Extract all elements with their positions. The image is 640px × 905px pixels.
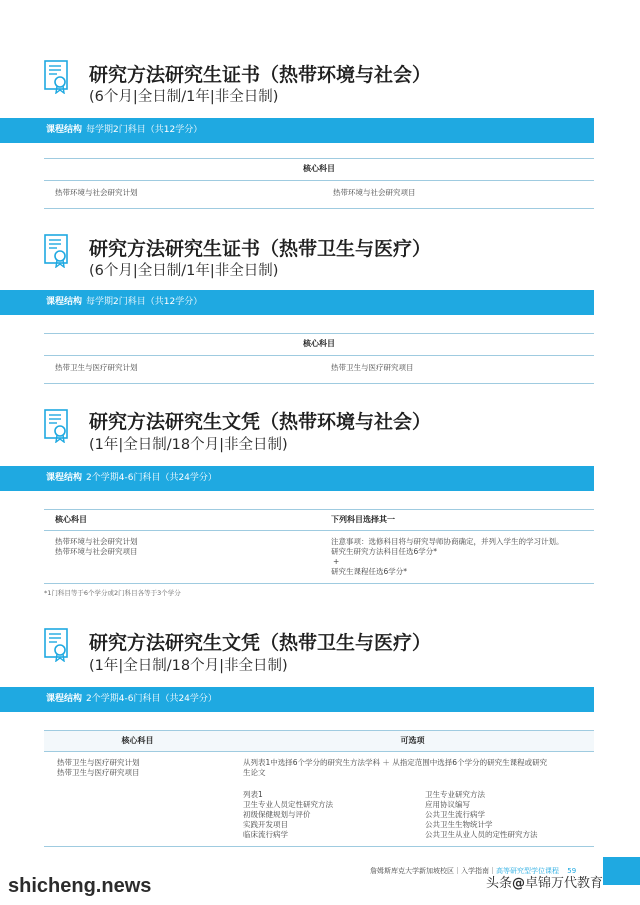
table-cell: 热带卫生与医疗研究计划 — [44, 356, 319, 384]
list-item: 公共卫生从业人员的定性研究方法 — [425, 830, 538, 839]
section-title: 研究方法研究生证书（热带卫生与医疗） — [89, 238, 432, 260]
structure-text: 2个学期4-6门科目（共24学分） — [86, 473, 217, 483]
footnote: *1门科目等于6个学分或2门科目各等于3个学分 — [44, 589, 181, 597]
footer-highlight: 高等研究型学位课程 — [496, 867, 559, 875]
header-core: 核心科目 — [55, 515, 87, 524]
course-structure-bar — [0, 118, 594, 143]
elective-table — [44, 730, 594, 847]
note-text: 注意事项：选修科目将与研究导师协商确定，并列入学生的学习计划。 — [331, 537, 564, 546]
table-header — [44, 510, 319, 531]
certificate-icon — [44, 628, 70, 662]
table-cell: 热带环境与社会研究项目 — [319, 181, 594, 209]
structure-text: 每学期2门科目（共12学分） — [86, 125, 203, 135]
options-list — [231, 752, 594, 847]
core-subjects-table — [44, 158, 594, 209]
structure-label: 课程结构 — [46, 125, 83, 135]
list-item: 热带卫生与医疗研究项目 — [57, 768, 140, 777]
option-text: 生论文 — [243, 768, 266, 777]
section-subtitle: (1年|全日制/18个月|非全日制) — [89, 658, 288, 674]
list-item: 初级保健规划与评价 — [243, 810, 311, 819]
list-item: 卫生专业研究方法 — [425, 790, 485, 799]
certificate-icon — [44, 60, 70, 94]
table-cell: 热带卫生与医疗研究项目 — [319, 356, 594, 384]
section-title: 研究方法研究生文凭（热带环境与社会） — [89, 411, 432, 433]
section-subtitle: (1年|全日制/18个月|非全日制) — [89, 437, 288, 453]
section-title: 研究方法研究生证书（热带环境与社会） — [89, 64, 432, 86]
footer-text: 詹姆斯库克大学新加坡校区｜入学指南｜ — [370, 867, 496, 875]
watermark-left: shicheng.news — [8, 875, 152, 897]
list-item: 实践开发项目 — [243, 820, 288, 829]
watermark-right — [486, 872, 603, 891]
table-header: 核心科目 — [44, 159, 594, 181]
elective-table — [44, 509, 594, 584]
table-header — [231, 731, 594, 752]
section-subtitle: (6个月|全日制/1年|非全日制) — [89, 263, 279, 279]
course-structure-bar — [0, 466, 594, 491]
list-item: 卫生专业人员定性研究方法 — [243, 800, 333, 809]
list-item: 公共卫生生物统计学 — [425, 820, 493, 829]
watermark-prefix: 头条 — [486, 876, 513, 891]
course-structure-bar — [0, 687, 594, 712]
watermark-name: 卓锦万代教育 — [525, 876, 604, 891]
course-list-b — [425, 790, 538, 840]
list-item: 列表1 — [243, 790, 263, 799]
certificate-icon — [44, 234, 70, 268]
list-item: 研究生课程任选6学分* — [331, 567, 408, 576]
header-options: 可选项 — [400, 736, 425, 745]
option-text: 从列表1中选择6个学分的研究生方法学科 ＋ 从指定范围中选择6个学分的研究生课程或研究 — [243, 758, 548, 767]
section-title: 研究方法研究生文凭（热带卫生与医疗） — [89, 632, 432, 654]
plus-sign: + — [333, 557, 340, 566]
table-cell: 热带环境与社会研究计划 — [44, 181, 319, 209]
structure-text: 每学期2门科目（共12学分） — [86, 297, 203, 307]
list-item: 研究生研究方法科目任选6学分* — [331, 547, 438, 556]
structure-label: 课程结构 — [46, 297, 83, 307]
table-header: 核心科目 — [44, 334, 594, 356]
list-item: 公共卫生流行病学 — [425, 810, 485, 819]
section-subtitle: (6个月|全日制/1年|非全日制) — [89, 89, 279, 105]
structure-text: 2个学期4-6门科目（共24学分） — [86, 694, 217, 704]
list-item: 热带环境与社会研究计划 — [55, 537, 138, 546]
watermark-at: @ — [512, 876, 526, 891]
core-subjects-table — [44, 333, 594, 384]
structure-label: 课程结构 — [46, 473, 83, 483]
table-header — [44, 731, 231, 752]
list-item: 应用协议编写 — [425, 800, 470, 809]
certificate-icon — [44, 409, 70, 443]
core-list — [44, 531, 319, 584]
course-lists — [243, 790, 594, 840]
header-choose-one: 下列科目选择其一 — [331, 515, 395, 524]
list-item: 热带卫生与医疗研究计划 — [57, 758, 140, 767]
course-list-a — [243, 790, 425, 840]
page-number: 59 — [567, 867, 577, 875]
footer-accent-block — [603, 857, 640, 885]
options-list — [319, 531, 594, 584]
table-header — [319, 510, 594, 531]
course-structure-bar — [0, 290, 594, 315]
header-core: 核心科目 — [121, 736, 154, 745]
list-item: 临床流行病学 — [243, 830, 288, 839]
core-list — [44, 752, 231, 847]
structure-label: 课程结构 — [46, 694, 83, 704]
list-item: 热带环境与社会研究项目 — [55, 547, 138, 556]
